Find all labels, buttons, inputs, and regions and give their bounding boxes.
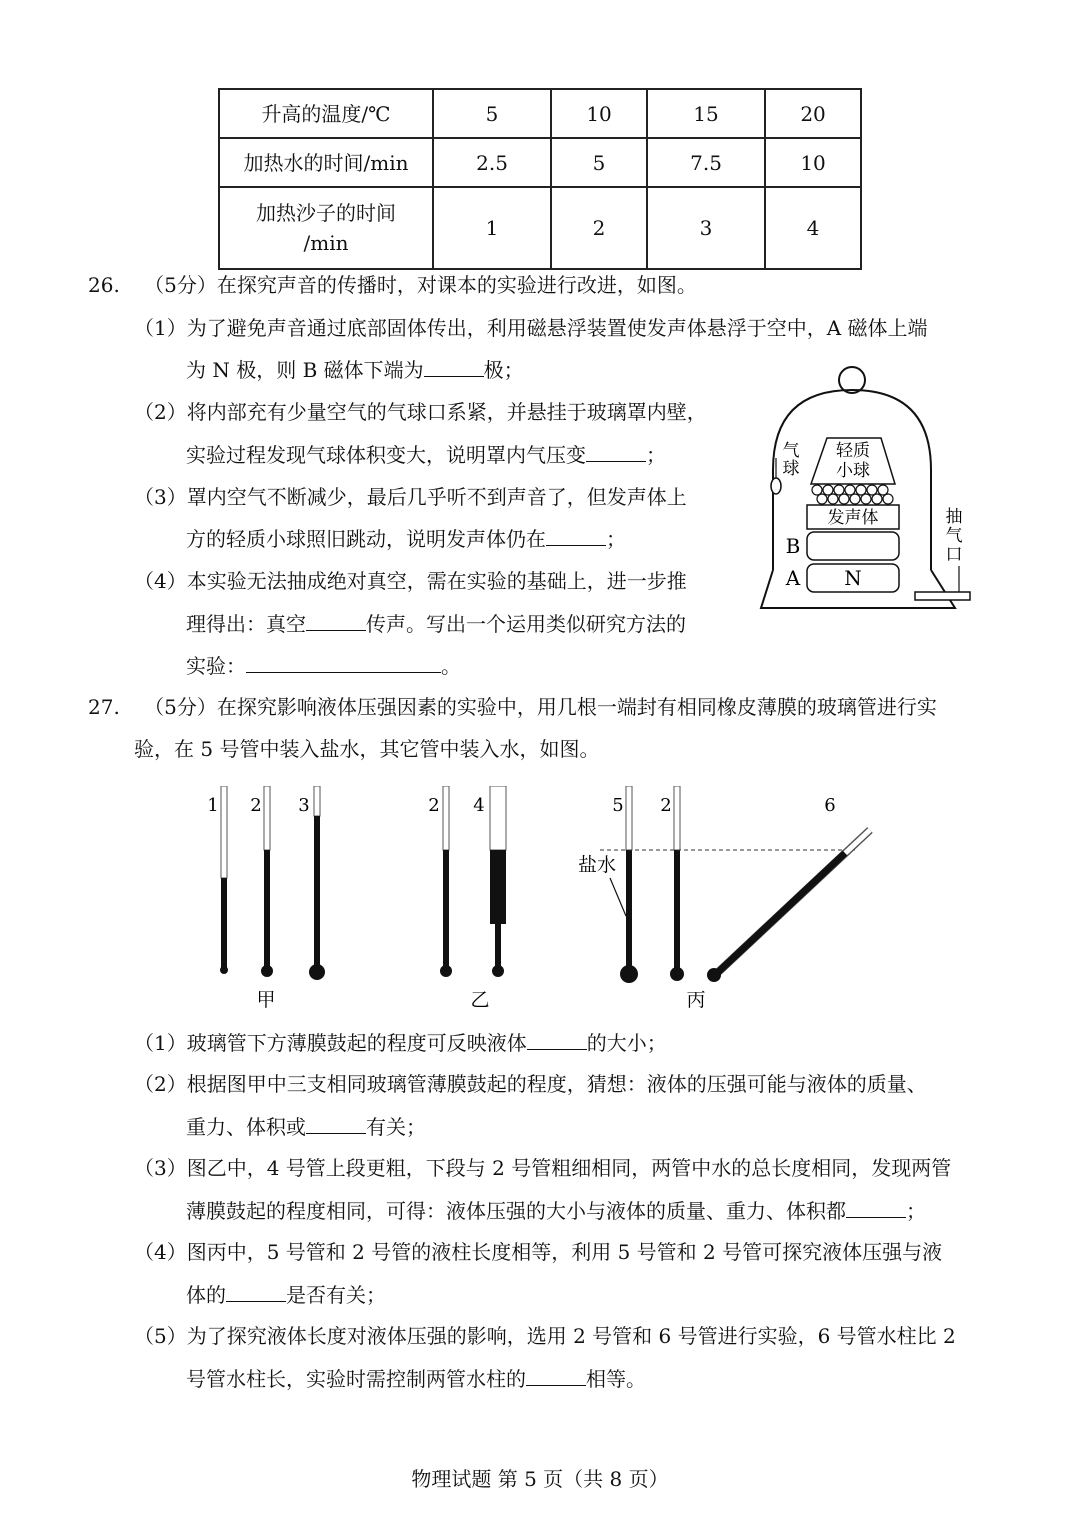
q27-part3-line1: （3）图乙中，4 号管上段更粗，下段与 2 号管粗细相同，两管中水的总长度相同，发现两管 bbox=[134, 1156, 952, 1180]
answer-blank[interactable] bbox=[546, 523, 606, 546]
figure-jia bbox=[207, 786, 325, 1011]
heating-table bbox=[218, 88, 862, 270]
figure-bing bbox=[578, 786, 870, 1011]
outlet-label-2: 气 bbox=[945, 526, 963, 546]
tube-label-2: 2 bbox=[250, 795, 262, 816]
outlet-pipe bbox=[915, 592, 970, 600]
balloon-shape bbox=[771, 478, 781, 494]
q27-part1: （1）玻璃管下方薄膜鼓起的程度可反映液体 的大小； bbox=[134, 1027, 667, 1058]
magnet-b-label: B bbox=[785, 534, 801, 558]
row-header-line: /min bbox=[303, 231, 349, 255]
tube-label-6: 6 bbox=[824, 795, 836, 816]
light-balls bbox=[812, 485, 893, 504]
tube-label-2b: 2 bbox=[428, 795, 440, 816]
table-cell: 3 bbox=[647, 187, 765, 269]
q26-part4-line3: 实验： 。 bbox=[186, 650, 461, 681]
balloon-label-1: 气 bbox=[782, 441, 800, 461]
tube-label-5: 5 bbox=[612, 795, 624, 816]
table-cell: 4 bbox=[765, 187, 861, 269]
q26-stem bbox=[88, 270, 697, 300]
table-cell: 2.5 bbox=[433, 138, 551, 187]
tube-label-3: 3 bbox=[298, 795, 310, 816]
caption-yi: 乙 bbox=[470, 989, 490, 1011]
light-ball-label-1: 轻质 bbox=[836, 441, 870, 461]
caption-bing: 丙 bbox=[686, 989, 706, 1011]
balloon-label-2: 球 bbox=[782, 459, 800, 479]
table-cell: 10 bbox=[551, 89, 647, 138]
q26-part4-line1: （4）本实验无法抽成绝对真空，需在实验的基础上，进一步推 bbox=[134, 569, 687, 593]
caption-jia: 甲 bbox=[256, 989, 276, 1011]
answer-blank[interactable] bbox=[527, 1027, 587, 1050]
answer-blank[interactable] bbox=[246, 650, 441, 673]
table-cell: 2 bbox=[551, 187, 647, 269]
emitter-label: 发声体 bbox=[827, 508, 879, 528]
q27-part4-line1: （4）图丙中，5 号管和 2 号管的液柱长度相等，利用 5 号管和 2 号管可探究液体压强与液 bbox=[134, 1240, 943, 1264]
answer-blank[interactable] bbox=[306, 1111, 366, 1134]
table-cell: 5 bbox=[551, 138, 647, 187]
answer-blank[interactable] bbox=[226, 1279, 286, 1302]
q26-part2-line2: 实验过程发现气球体积变大，说明罩内气压变 ； bbox=[186, 439, 666, 470]
table-cell: 20 bbox=[765, 89, 861, 138]
answer-blank[interactable] bbox=[846, 1195, 906, 1218]
table-row bbox=[219, 187, 861, 269]
answer-blank[interactable] bbox=[306, 608, 366, 631]
magnet-a-label: A bbox=[785, 566, 801, 590]
figure-yi bbox=[428, 786, 506, 1011]
q27-number: 27. bbox=[88, 695, 120, 719]
q26-part2-line1: （2）将内部充有少量空气的气球口系紧，并悬挂于玻璃罩内壁， bbox=[134, 400, 707, 424]
table-row bbox=[219, 89, 861, 138]
q26-number: 26. bbox=[88, 273, 120, 297]
salt-water-pointer bbox=[610, 878, 626, 916]
q27-part3-line2: 薄膜鼓起的程度相同，可得：液体压强的大小与液体的质量、重力、体积都 ； bbox=[186, 1195, 926, 1226]
bell-jar-figure bbox=[755, 360, 995, 620]
q27-stem-line1 bbox=[88, 692, 937, 722]
q26-stem-text: （5分）在探究声音的传播时，对课本的实验进行改进，如图。 bbox=[144, 273, 697, 297]
table-cell: 1 bbox=[433, 187, 551, 269]
q27-part5-line2: 号管水柱长，实验时需控制两管水柱的 相等。 bbox=[186, 1363, 646, 1394]
q27-stem-line2: 验，在 5 号管中装入盐水，其它管中装入水，如图。 bbox=[134, 737, 600, 761]
row-header: 加热水的时间/min bbox=[219, 138, 433, 187]
magnet-n-label: N bbox=[844, 566, 862, 590]
outlet-label-1: 抽 bbox=[945, 507, 963, 527]
table-cell: 15 bbox=[647, 89, 765, 138]
tube-label-1: 1 bbox=[207, 795, 219, 816]
q26-part1-line1: （1）为了避免声音通过底部固体传出，利用磁悬浮装置使发声体悬浮于空中，A 磁体上端 bbox=[134, 316, 928, 340]
table-cell: 10 bbox=[765, 138, 861, 187]
row-header-line: 加热沙子的时间 bbox=[256, 201, 396, 225]
table-row bbox=[219, 138, 861, 187]
tubes-figure bbox=[190, 786, 890, 1016]
q27-part2-line2: 重力、体积或 有关； bbox=[186, 1111, 426, 1142]
q27-part2-line1: （2）根据图甲中三支相同玻璃管薄膜鼓起的程度，猜想：液体的压强可能与液体的质量、 bbox=[134, 1072, 927, 1096]
q26-part1-line2: 为 N 极，则 B 磁体下端为 极； bbox=[186, 354, 524, 385]
table-cell: 7.5 bbox=[647, 138, 765, 187]
tube-label-2c: 2 bbox=[660, 795, 672, 816]
answer-blank[interactable] bbox=[586, 439, 646, 462]
q27-part4-line2: 体的 是否有关； bbox=[186, 1279, 386, 1310]
answer-blank[interactable] bbox=[424, 354, 484, 377]
q27-part5-line1: （5）为了探究液体长度对液体压强的影响，选用 2 号管和 6 号管进行实验，6 号管水柱比 2 bbox=[134, 1324, 956, 1348]
salt-water-label: 盐水 bbox=[577, 854, 617, 876]
page-footer: 物理试题 第 5 页（共 8 页） bbox=[411, 1467, 669, 1491]
magnet-b bbox=[807, 532, 899, 560]
row-header: 升高的温度/℃ bbox=[219, 89, 433, 138]
tube-label-4: 4 bbox=[473, 795, 485, 816]
answer-blank[interactable] bbox=[526, 1363, 586, 1386]
q26-part3-line1: （3）罩内空气不断减少，最后几乎听不到声音了，但发声体上 bbox=[134, 485, 687, 509]
q27-stem-text: （5分）在探究影响液体压强因素的实验中，用几根一端封有相同橡皮薄膜的玻璃管进行实 bbox=[144, 695, 937, 719]
q26-part4-line2: 理得出：真空 传声。写出一个运用类似研究方法的 bbox=[186, 608, 686, 639]
table-cell: 5 bbox=[433, 89, 551, 138]
q26-part3-line2: 方的轻质小球照旧跳动，说明发声体仍在 ； bbox=[186, 523, 626, 554]
light-ball-label-2: 小球 bbox=[836, 461, 870, 481]
row-header bbox=[219, 187, 433, 269]
outlet-label-3: 口 bbox=[945, 545, 963, 565]
